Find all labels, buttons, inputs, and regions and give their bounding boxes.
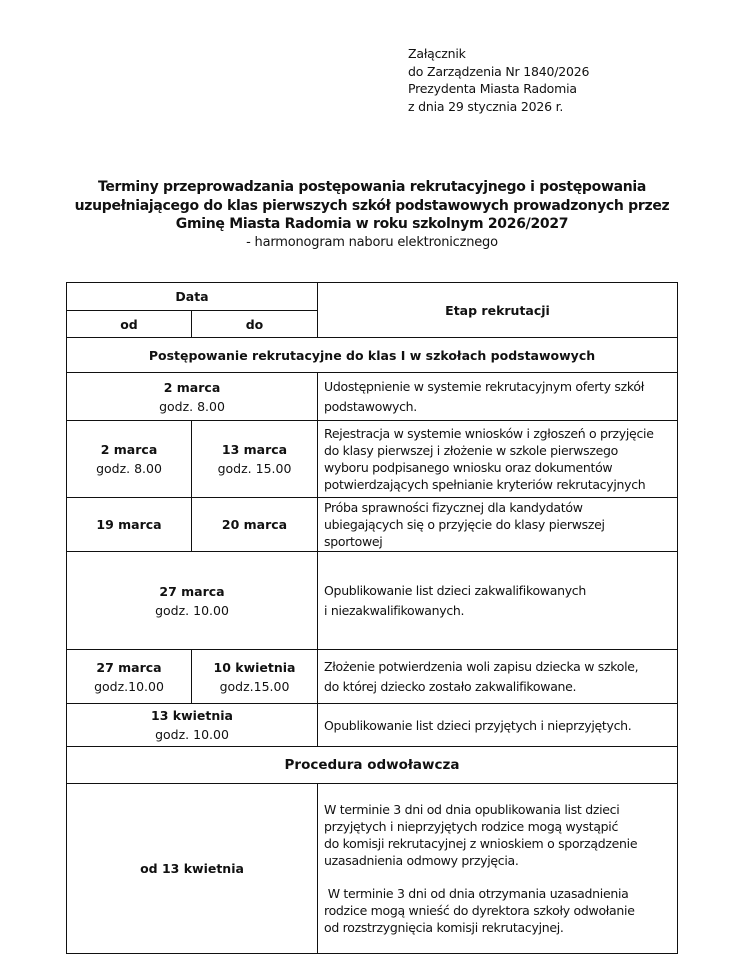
to-cell	[192, 421, 318, 498]
desc-line: uzasadnienia odmowy przyjęcia.	[324, 853, 519, 868]
to-cell: 20 marca	[192, 498, 318, 552]
section-row	[67, 338, 678, 373]
stage-cell	[318, 704, 678, 747]
table-row	[67, 784, 678, 954]
desc-line: podstawowych.	[324, 398, 417, 414]
date-cell	[67, 552, 318, 650]
date-cell	[67, 704, 318, 747]
date: 2 marca	[163, 379, 221, 395]
section-title-appeal: Procedura odwoławcza	[67, 747, 678, 784]
annex-line: do Zarządzenia Nr 1840/2026	[408, 63, 590, 79]
table-row	[67, 421, 678, 498]
desc-line: Udostępnienie w systemie rekrutacyjnym oferty szkół	[324, 378, 645, 394]
title-line: Terminy przeprowadzania postępowania rekrutacyjnego i postępowania	[97, 179, 647, 195]
appeal-stage-cell	[318, 784, 678, 954]
desc-line: i niezakwalifikowanych.	[324, 602, 465, 618]
stage-cell	[318, 552, 678, 650]
desc-line: W terminie 3 dni od dnia opublikowania list dzieci	[324, 802, 620, 817]
desc-line: potwierdzających spełnianie kryteriów rekrutacyjnych	[324, 477, 646, 492]
to-date: 10 kwietnia	[213, 659, 296, 675]
date: 13 kwietnia	[151, 708, 233, 723]
desc-line: Opublikowanie list dzieci przyjętych i nieprzyjętych.	[324, 717, 632, 733]
annex-line: z dnia 29 stycznia 2026 r.	[408, 98, 564, 114]
table-row	[67, 704, 678, 747]
desc-line: sportowej	[324, 534, 383, 549]
section-title-recruitment: Postępowanie rekrutacyjne do klas I w szkołach podstawowych	[67, 338, 678, 373]
to-time: godz.15.00	[219, 678, 290, 694]
section-row	[67, 747, 678, 784]
date: 27 marca	[159, 583, 225, 599]
annex-line: Prezydenta Miasta Radomia	[408, 81, 577, 96]
document-title	[60, 178, 684, 252]
to-cell	[192, 650, 318, 704]
annex-header	[408, 45, 589, 115]
from-cell: 19 marca	[67, 498, 192, 552]
desc-line: ubiegających się o przyjęcie do klasy pierwszej	[324, 517, 605, 532]
table-row	[67, 498, 678, 552]
stage-cell	[318, 650, 678, 704]
stage-cell	[318, 373, 678, 421]
from-time: godz. 8.00	[96, 461, 162, 476]
table-row	[67, 552, 678, 650]
title-line: Gminę Miasta Radomia w roku szkolnym 2026/2027	[175, 216, 569, 232]
from-cell	[67, 650, 192, 704]
date-cell	[67, 373, 318, 421]
time: godz. 10.00	[155, 602, 229, 618]
desc-line: od rozstrzygnięcia komisji rekrutacyjnej.	[324, 920, 564, 935]
annex-line: Załącznik	[408, 46, 466, 61]
paragraph-gap	[324, 869, 671, 885]
header-data: Data	[67, 283, 318, 311]
table-row	[67, 373, 678, 421]
to-date: 13 marca	[221, 442, 288, 457]
table-row	[67, 650, 678, 704]
desc-line: Złożenie potwierdzenia woli zapisu dziecka w szkole,	[324, 658, 639, 674]
schedule-table	[66, 282, 678, 954]
time: godz. 8.00	[159, 398, 225, 414]
stage-cell	[318, 498, 678, 552]
appeal-date-cell: od 13 kwietnia	[67, 784, 318, 954]
desc-line: Opublikowanie list dzieci zakwalifikowanych	[324, 582, 586, 598]
header-to: do	[192, 311, 318, 338]
header-stage: Etap rekrutacji	[318, 283, 678, 338]
desc-line: przyjętych i nieprzyjętych rodzice mogą wystąpić	[324, 819, 619, 834]
desc-line: do komisji rekrutacyjnej z wnioskiem o sporządzenie	[324, 836, 638, 851]
desc-line: Rejestracja w systemie wniosków i zgłoszeń o przyjęcie	[324, 426, 654, 441]
from-date: 2 marca	[100, 442, 158, 457]
desc-line: wyboru podpisanego wniosku oraz dokumentów	[324, 460, 613, 475]
header-from: od	[67, 311, 192, 338]
desc-line: W terminie 3 dni od dnia otrzymania uzasadnienia	[324, 886, 629, 901]
document-subtitle: - harmonogram naboru elektronicznego	[246, 234, 498, 250]
desc-line: do której dziecko zostało zakwalifikowane.	[324, 678, 577, 694]
from-time: godz.10.00	[94, 678, 164, 694]
desc-line: do klasy pierwszej i złożenie w szkole pierwszego	[324, 443, 618, 458]
desc-line: Próba sprawności fizycznej dla kandydatów	[324, 500, 583, 515]
time: godz. 10.00	[155, 727, 229, 742]
from-date: 27 marca	[96, 659, 162, 675]
title-line: uzupełniającego do klas pierwszych szkół podstawowych prowadzonych przez	[74, 197, 670, 214]
from-cell	[67, 421, 192, 498]
to-time: godz. 15.00	[217, 461, 292, 476]
header-row	[67, 283, 678, 311]
stage-cell	[318, 421, 678, 498]
desc-line: rodzice mogą wnieść do dyrektora szkoły odwołanie	[324, 903, 635, 918]
